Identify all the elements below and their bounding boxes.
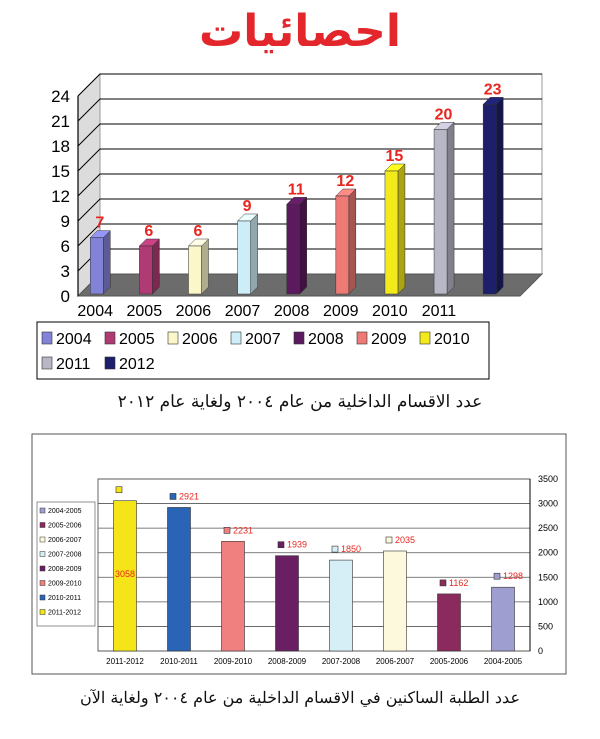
- chart1-y-tick-label: 15: [51, 162, 70, 181]
- chart1-data-label: 23: [483, 81, 502, 99]
- chart2-bar-2008-2009: [276, 556, 299, 651]
- svg-text:2011-2012: 2011-2012: [48, 609, 81, 617]
- chart1-x-tick-label: 2005: [126, 303, 163, 320]
- chart1-x-tick-label: 2006: [175, 303, 212, 320]
- chart2-data-label: 2921: [179, 491, 200, 502]
- chart2-marker: [278, 542, 284, 548]
- chart2-x-tick-label: 2008-2009: [267, 657, 307, 666]
- chart2-y-tick-label: 2500: [538, 523, 559, 534]
- chart2-y-tick-label: 1000: [538, 596, 559, 607]
- svg-text:2009-2010: 2009-2010: [48, 580, 82, 588]
- caption-chart2: عدد الطلبة الساكنين في الاقسام الداخلية من عام ٢٠٠٤ ولغاية الآن: [79, 688, 520, 707]
- chart2-marker: [116, 487, 122, 493]
- chart2-x-tick-label: 2005-2006: [429, 657, 469, 666]
- chart2-marker: [494, 573, 500, 579]
- chart1-x-tick-label: 2007: [224, 303, 261, 320]
- chart2-x-tick-label: 2007-2008: [321, 657, 361, 666]
- chart2-bar-2007-2008: [330, 560, 353, 651]
- chart2-bar-2010-2011: [168, 507, 191, 651]
- svg-text:2011: 2011: [56, 356, 91, 373]
- chart1-data-label: 9: [242, 198, 252, 215]
- chart2-y-tick-label: 3500: [538, 474, 559, 484]
- chart1-x-tick-label: 2004: [77, 303, 113, 320]
- page-title: احصائيات: [199, 6, 401, 57]
- chart1-y-tick-label: 9: [60, 212, 70, 231]
- svg-text:2004-2005: 2004-2005: [48, 508, 82, 515]
- chart2-bar-2004-2005: [492, 587, 515, 651]
- chart1-data-label: 20: [434, 106, 453, 124]
- chart2-bar-2006-2007: [384, 551, 407, 651]
- chart1-data-label: 6: [144, 223, 154, 240]
- chart1-x-tick-label: 2008: [273, 303, 310, 320]
- chart2-marker: [170, 493, 176, 499]
- svg-text:2009: 2009: [371, 331, 407, 348]
- chart2-data-label: 1850: [341, 544, 362, 555]
- chart2-y-tick-label: 0: [538, 646, 544, 656]
- chart1-data-label: 15: [385, 148, 404, 165]
- chart1-y-tick-label: 0: [60, 287, 70, 306]
- chart2-bar-2005-2006: [438, 594, 461, 651]
- svg-text:2007-2008: 2007-2008: [48, 551, 82, 559]
- chart2-marker: [440, 580, 446, 586]
- chart2-y-tick-label: 500: [538, 621, 554, 632]
- caption-chart1: عدد الاقسام الداخلية من عام ٢٠٠٤ ولغاية عام ٢٠١٢: [117, 392, 483, 412]
- svg-text:2006: 2006: [182, 331, 218, 348]
- chart1-data-label: 11: [287, 181, 305, 199]
- chart1-y-tick-label: 18: [51, 137, 70, 156]
- svg-text:2008-2009: 2008-2009: [48, 566, 82, 573]
- chart1-x-tick-label: 2011: [421, 303, 457, 320]
- chart1-y-tick-label: 6: [60, 237, 70, 256]
- chart1-y-tick-label: 12: [51, 187, 70, 206]
- chart1-data-label: 7: [95, 214, 105, 232]
- chart2-data-label: 1298: [503, 571, 524, 582]
- chart2-data-label: 1162: [449, 577, 469, 588]
- svg-text:2005: 2005: [119, 331, 155, 348]
- chart1-y-tick-label: 3: [60, 262, 70, 281]
- chart2-marker: [224, 527, 230, 533]
- chart2-x-tick-label: 2004-2005: [483, 657, 523, 666]
- chart1-data-label: 12: [336, 173, 355, 190]
- chart2-x-tick-label: 2006-2007: [375, 657, 415, 666]
- svg-text:2010: 2010: [434, 331, 470, 348]
- chart1-y-tick-label: 24: [51, 87, 70, 106]
- svg-text:2006-2007: 2006-2007: [48, 537, 82, 544]
- chart2-data-label: 2231: [233, 525, 254, 536]
- chart2-y-tick-label: 3000: [538, 498, 559, 509]
- chart1-x-tick-label: 2010: [372, 303, 408, 320]
- chart2-plot-area: [98, 479, 530, 651]
- chart1-y-tick-label: 21: [51, 112, 70, 131]
- chart2-legend: [37, 502, 95, 626]
- svg-text:2007: 2007: [245, 331, 281, 348]
- chart2-bar-2009-2010: [222, 541, 245, 651]
- chart2-x-tick-label: 2011-2012: [106, 657, 144, 666]
- svg-text:2004: 2004: [56, 331, 92, 348]
- chart2-marker: [332, 546, 338, 552]
- chart2-y-tick-label: 1500: [538, 572, 559, 583]
- chart2-x-tick-label: 2009-2010: [213, 657, 253, 666]
- svg-text:2005-2006: 2005-2006: [48, 522, 82, 530]
- svg-text:2012: 2012: [119, 356, 155, 373]
- chart2-marker: [386, 537, 392, 543]
- chart2-y-tick-label: 2000: [538, 547, 559, 558]
- svg-text:2008: 2008: [308, 331, 344, 348]
- chart1-data-label: 6: [193, 223, 203, 240]
- chart2-data-label: 2035: [395, 534, 416, 545]
- chart2-x-tick-label: 2010-2011: [160, 657, 198, 666]
- chart2-data-label: 3058: [114, 569, 136, 579]
- svg-text:2010-2011: 2010-2011: [48, 595, 81, 602]
- chart2-data-label: 1939: [287, 539, 308, 550]
- chart1-x-tick-label: 2009: [322, 303, 359, 320]
